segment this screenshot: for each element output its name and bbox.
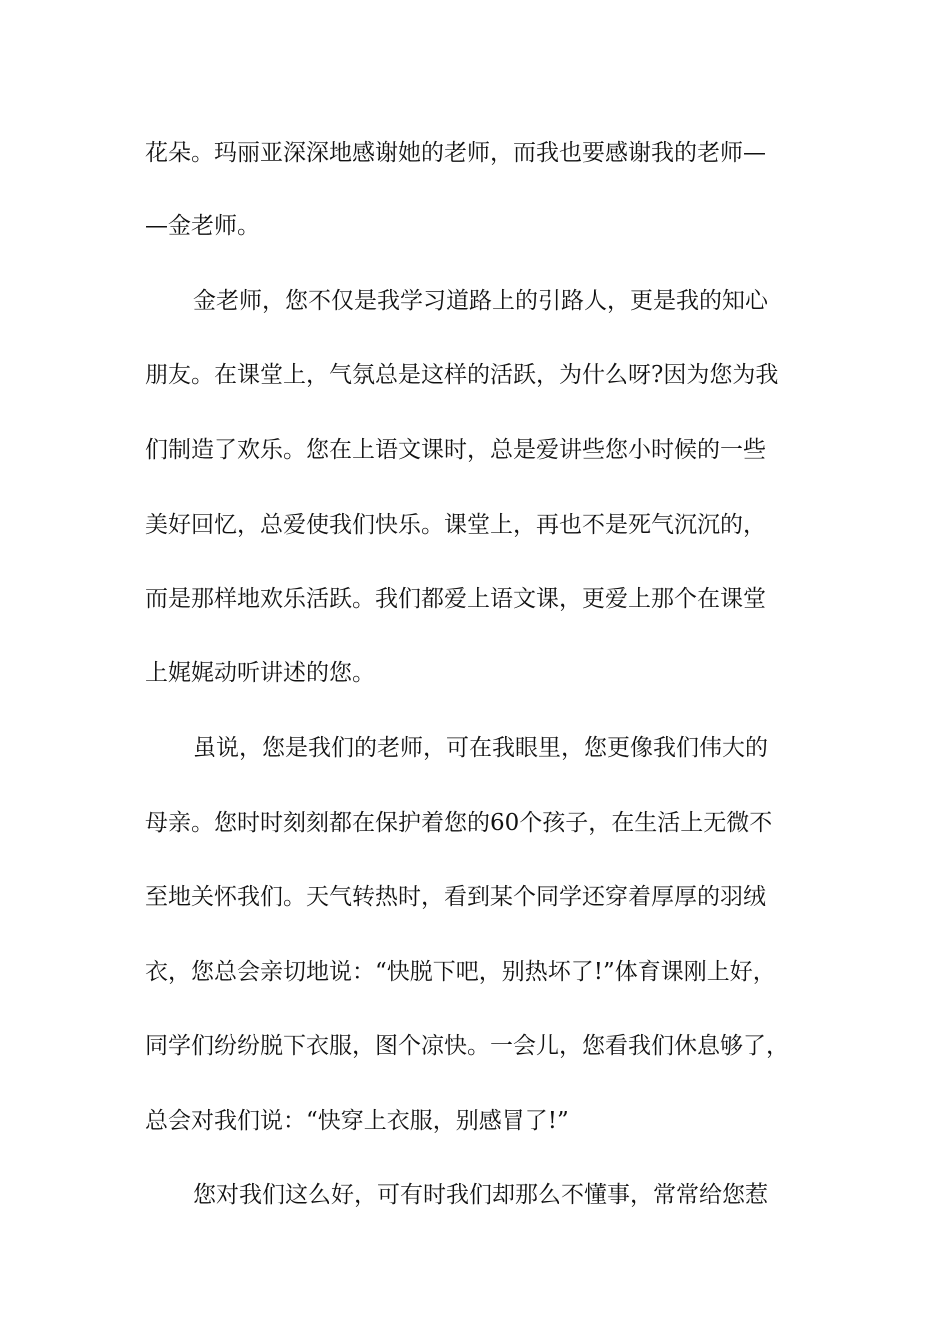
text-line-8: 上娓娓动听讲述的您。 [145,660,375,686]
text-line-10: 母亲。您时时刻刻都在保护着您的60个孩子，在生活上无微不 [145,810,773,836]
text-line-2: —金老师。 [145,213,260,239]
text-line-14: 总会对我们说：“快穿上衣服，别感冒了!” [145,1108,569,1134]
text-line-12: 衣，您总会亲切地说：“快脱下吧，别热坏了!”体育课刚上好， [145,959,776,985]
text-line-6: 美好回忆，总爱使我们快乐。课堂上，再也不是死气沉沉的， [145,512,766,538]
text-line-1: 花朵。玛丽亚深深地感谢她的老师，而我也要感谢我的老师— [145,140,766,166]
text-line-5: 们制造了欢乐。您在上语文课时，总是爱讲些您小时候的一些 [145,437,766,463]
text-line-7: 而是那样地欢乐活跃。我们都爱上语文课，更爱上那个在课堂 [145,586,766,612]
text-line-13: 同学们纷纷脱下衣服，图个凉快。一会儿，您看我们休息够了， [145,1033,789,1059]
paragraph-start-line: 您对我们这么好，可有时我们却那么不懂事，常常给您惹 [193,1182,768,1208]
paragraph-start-line: 虽说，您是我们的老师，可在我眼里，您更像我们伟大的 [193,735,768,761]
paragraph-start-line: 金老师，您不仅是我学习道路上的引路人，更是我的知心 [193,288,768,314]
text-line-4: 朋友。在课堂上，气氛总是这样的活跃，为什么呀?因为您为我 [145,362,779,388]
text-line-11: 至地关怀我们。天气转热时，看到某个同学还穿着厚厚的羽绒 [145,884,766,910]
